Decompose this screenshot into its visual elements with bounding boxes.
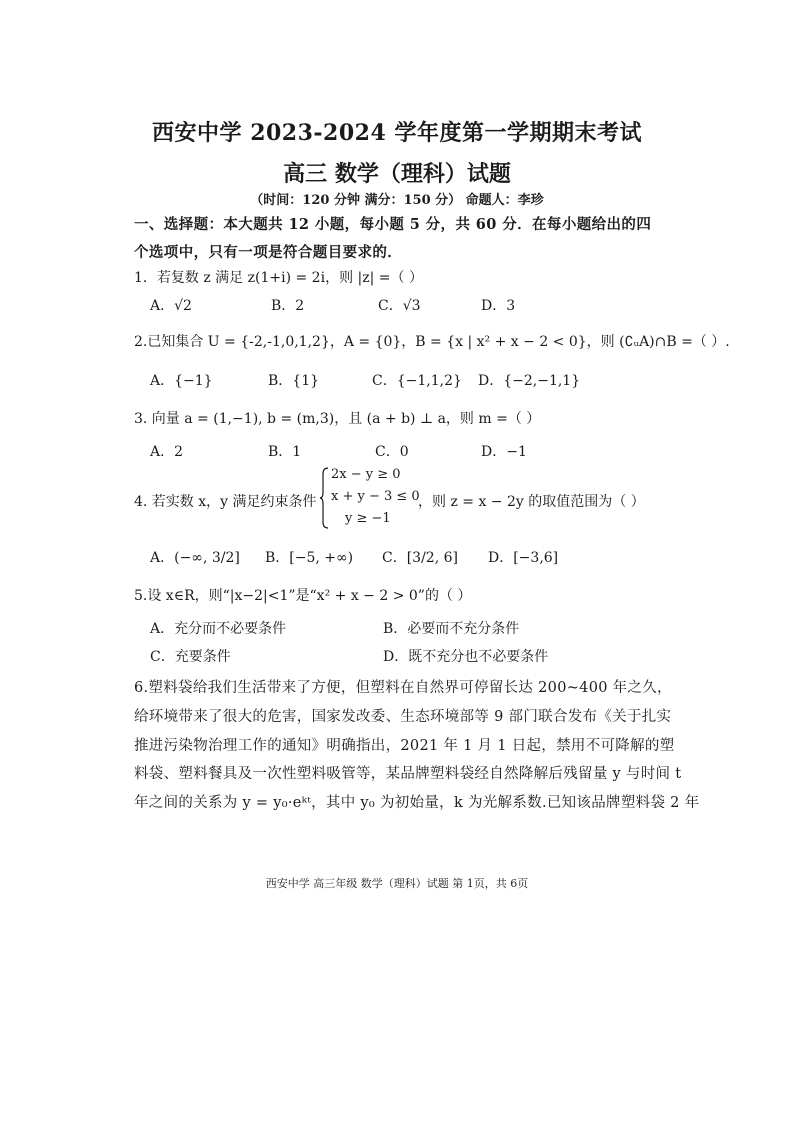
question-4-option-b: B．[−5, +∞) [265,550,354,566]
question-3-option-b: B．1 [268,444,302,460]
constraint-3: y ≥ −1 [345,511,391,526]
section-instruction-line2: 个选项中，只有一项是符合题目要求的． [134,244,403,261]
question-2-option-c: C．{−1,1,2} [372,373,462,389]
question-5-option-a: A．充分而不必要条件 [150,621,287,637]
question-6-line-4: 料袋、塑料餐具及一次性塑料吸管等，某品牌塑料袋经自然降解后残留量 y 与时间 t [134,766,682,782]
question-3-option-a: A．2 [150,444,184,460]
question-5-option-b: B．必要而不充分条件 [383,621,520,637]
question-6-line-1: 6.塑料袋给我们生活带来了方便，但塑料在自然界可停留长达 200~400 年之久， [134,680,672,696]
question-2-stem: 2.已知集合 U = {-2,-1,0,1,2}，A = {0}，B = {x | x² + x − 2 < 0}，则 (∁ᵤA)∩B =（ ）. [134,334,730,350]
question-6-line-3: 推进污染物治理工作的通知》明确指出，2021 年 1 月 1 日起，禁用不可降解的塑 [134,738,675,754]
question-2-option-b: B．{1} [268,373,320,389]
exam-title: 西安中学 2023-2024 学年度第一学期期末考试 [152,120,642,146]
question-1-option-d: D．3 [481,298,516,314]
question-3-stem: 3. 向量 a = (1,−1), b = (m,3)，且 (a + b) ⊥ a，则 m =（ ） [134,411,541,427]
question-4-stem-after: ，则 z = x − 2y 的取值范围为（ ） [418,494,645,510]
section-instruction-line1: 一、选择题：本大题共 12 小题，每小题 5 分，共 60 分．在每小题给出的四 [134,216,652,233]
question-4-stem-before: 4. 若实数 x，y 满足约束条件 [134,494,317,510]
exam-meta: （时间：120 分钟 满分：150 分） 命题人：李珍 [250,193,544,208]
question-4-option-a: A．(−∞, 3/2] [150,550,240,566]
exam-subtitle: 高三 数学（理科）试题 [283,161,511,187]
question-1-stem: 1．若复数 z 满足 z(1+i) = 2i，则 |z| =（ ） [134,270,423,286]
question-6-line-5: 年之间的关系为 y = y₀·eᵏᵗ，其中 y₀ 为初始量，k 为光解系数.已知该品牌塑料袋 2 年 [134,795,700,811]
question-5-option-c: C．充要条件 [150,649,231,665]
question-3-option-c: C．0 [375,444,409,460]
question-1-option-b: B．2 [271,298,305,314]
constraint-2: x + y − 3 ≤ 0 [331,489,420,504]
question-2-option-d: D．{−2,−1,1} [478,373,581,389]
constraint-1: 2x − y ≥ 0 [331,467,401,482]
question-5-stem: 5.设 x∈R，则“|x−2|<1”是“x² + x − 2 > 0”的（ ） [134,588,472,604]
page-footer: 西安中学 高三年级 数学（理科）试题 第 1页，共 6页 [265,877,529,890]
question-4-option-d: D．[−3,6] [488,550,559,566]
question-1-option-a: A．√2 [150,298,192,314]
question-6-line-2: 给环境带来了很大的危害，国家发改委、生态环境部等 9 部门联合发布《关于扎实 [134,709,672,725]
question-5-option-d: D．既不充分也不必要条件 [383,649,549,665]
question-3-option-d: D．−1 [481,444,527,460]
question-1-option-c: C．√3 [378,298,421,314]
question-4-option-c: C．[3/2, 6] [382,550,458,566]
question-2-option-a: A．{−1} [150,373,213,389]
